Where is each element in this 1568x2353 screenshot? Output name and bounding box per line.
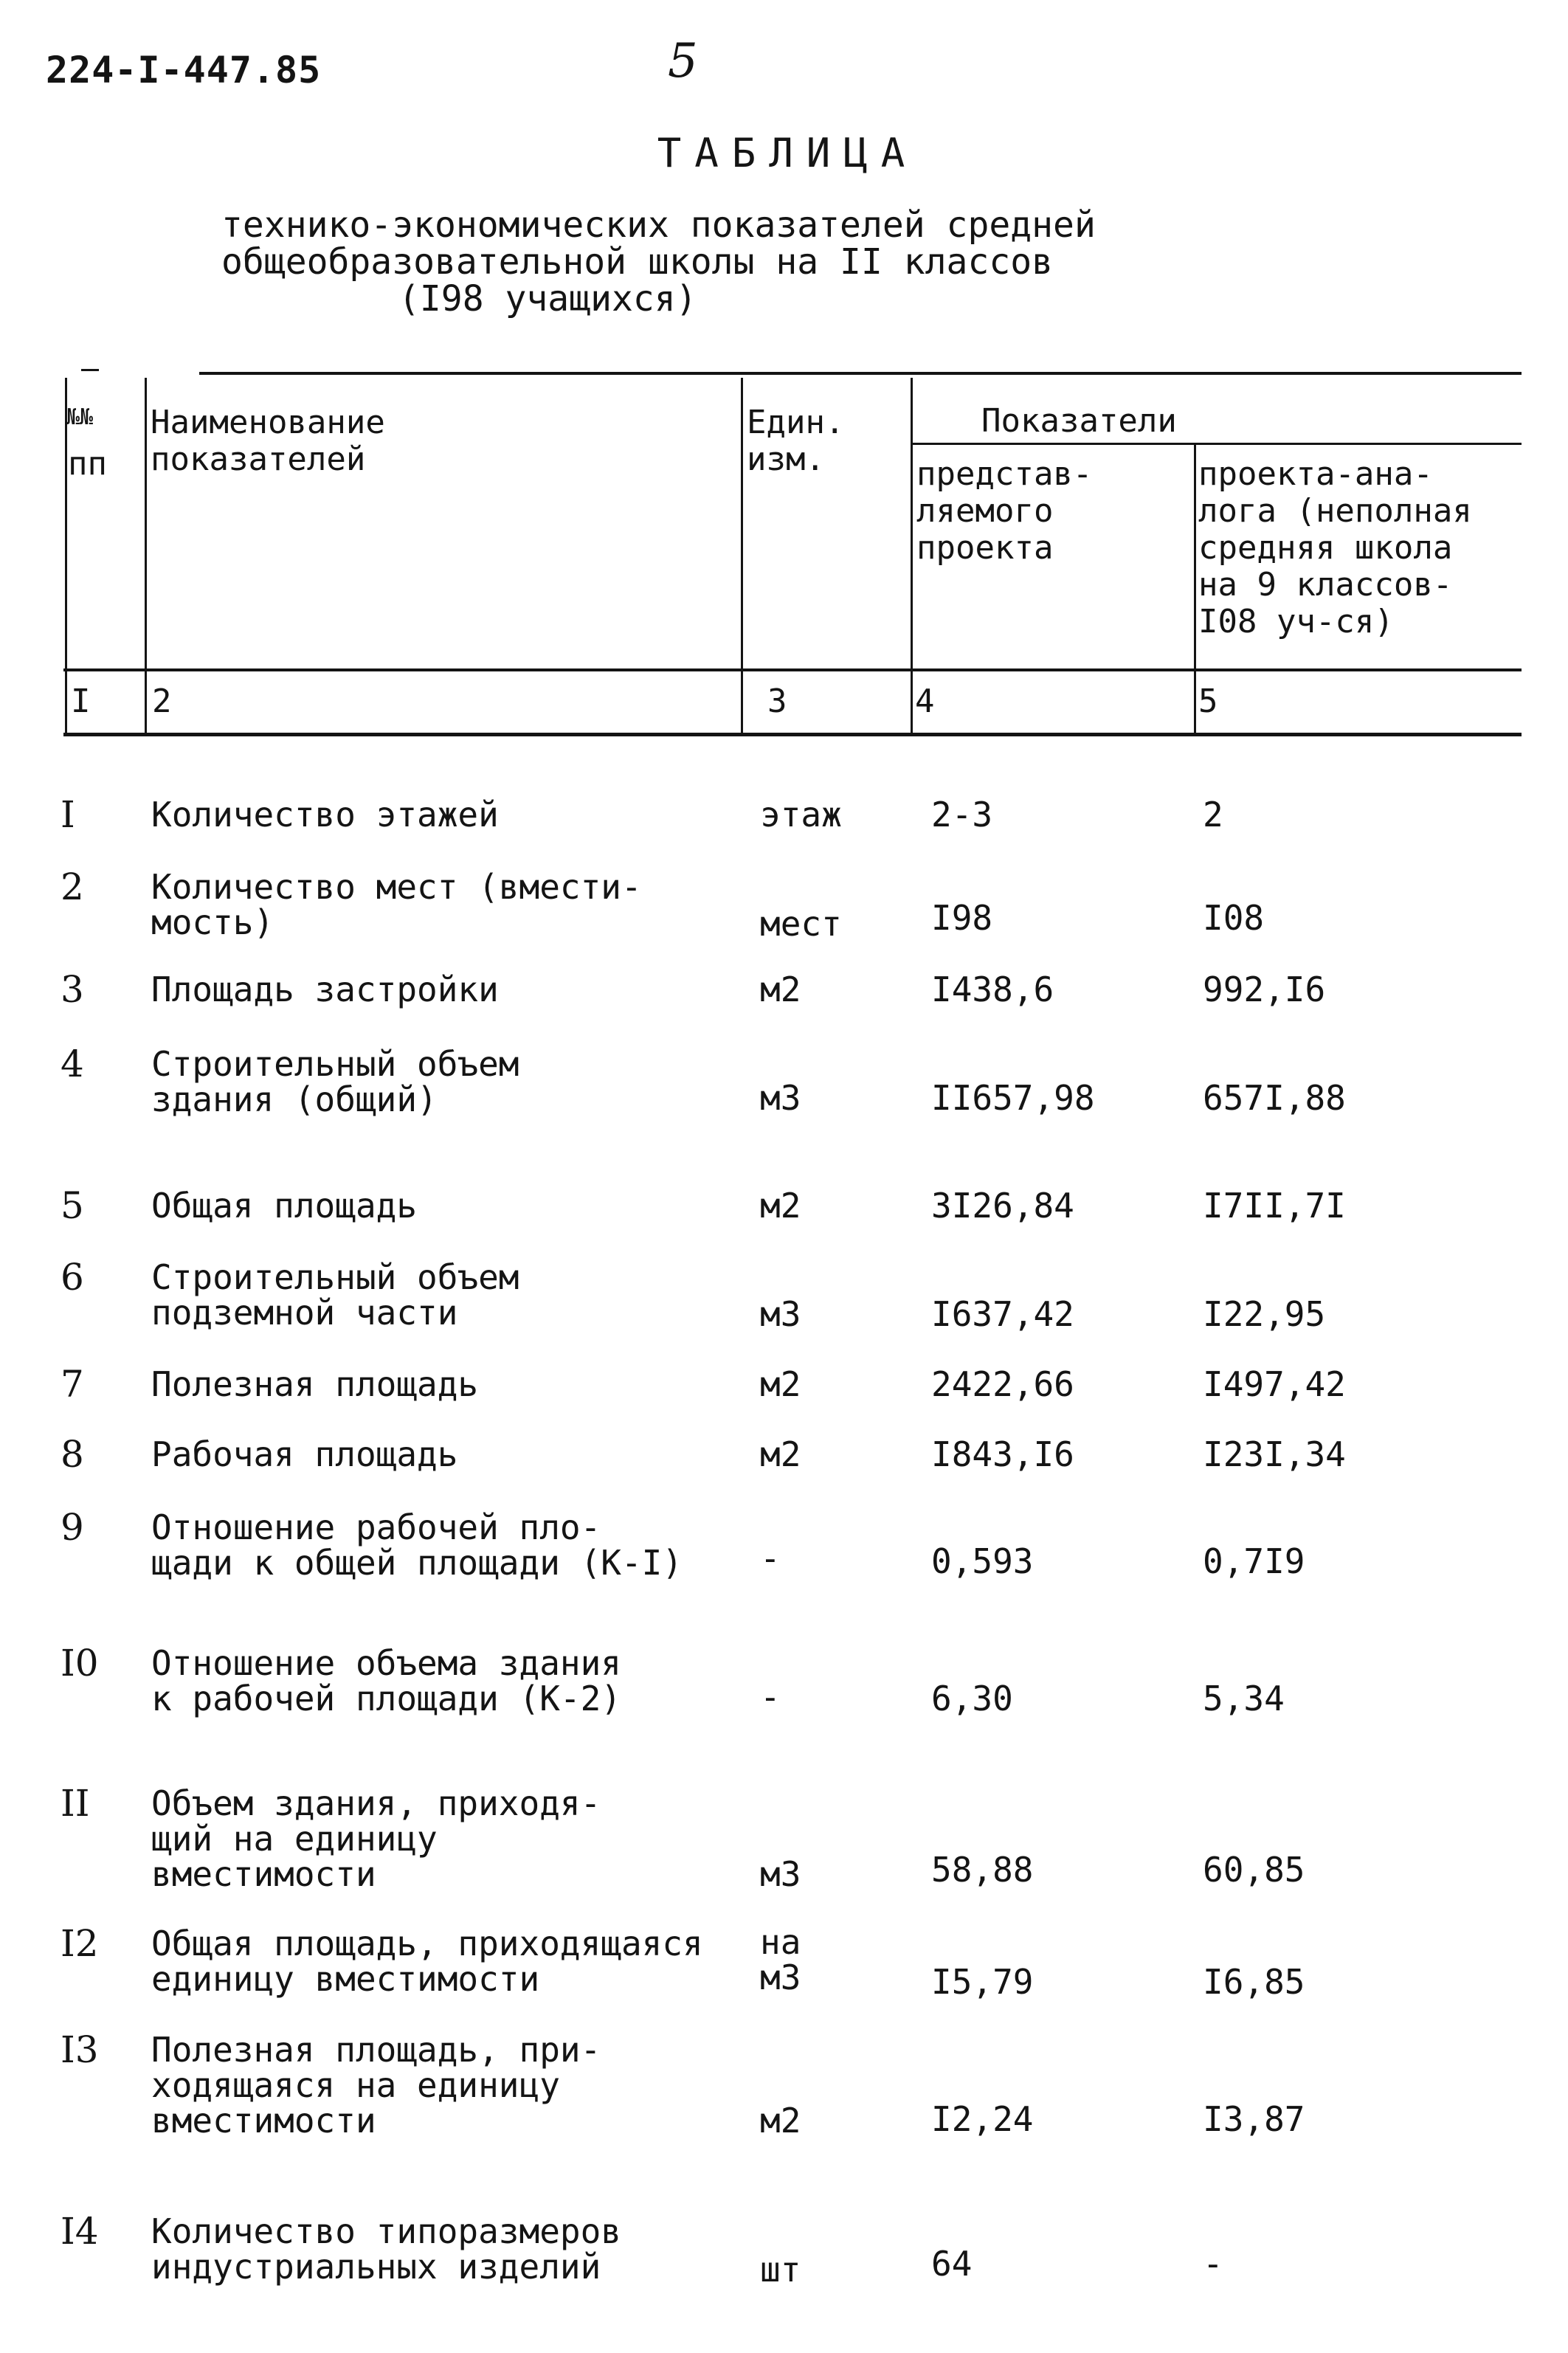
row-number: 7 [61,1363,84,1406]
row-value-project: 6,30 [931,1679,1013,1718]
row-value-analog: I7II,7I [1203,1186,1346,1226]
header-col4-line-1: представ- [916,455,1093,493]
header-col2-line-2: показателей [151,440,366,478]
row-unit: мест [760,904,842,944]
row-value-project: I637,42 [931,1294,1074,1334]
col-divider-1 [145,378,147,736]
row-value-project: I843,I6 [931,1434,1074,1474]
row-name-line: единицу вместимости [151,1959,540,1999]
row-name-line: подземной части [151,1293,458,1333]
row-name-line: Общая площадь, приходящаяся [151,1924,703,1963]
header-mid-rule [63,668,1522,671]
header-group-label: Показатели [981,402,1177,440]
header-col3-line-1: Един. [747,404,845,441]
row-name-line: Отношение рабочей пло- [151,1507,601,1547]
row-name-line: Объем здания, приходя- [151,1783,601,1823]
row-unit: м2 [760,1434,801,1474]
row-name-line: к рабочей площади (К-2) [151,1679,621,1718]
row-value-project: I98 [931,898,993,938]
row-value-analog: I23I,34 [1203,1434,1346,1474]
row-value-analog: I6,85 [1203,1962,1305,2002]
header-col3-line-2: изм. [747,440,825,478]
row-value-analog: 992,I6 [1203,970,1326,1009]
row-unit: м2 [760,2101,801,2140]
header-col4-line-3: проекта [916,529,1054,567]
row-number: I0 [61,1642,99,1685]
page-title: ТАБЛИЦА [657,130,919,176]
row-name-line: Полезная площадь, при- [151,2030,601,2070]
header-col5-line-3: средняя школа [1198,529,1453,567]
header-col4-line-2: ляемого [916,492,1054,530]
row-number: 4 [61,1043,84,1085]
header-col1-line-2: пп [68,445,107,483]
row-name-line: вместимости [151,2101,376,2140]
row-name-line: Отношение объема здания [151,1643,621,1683]
row-unit: шт [760,2250,801,2290]
row-unit: м2 [760,1364,801,1404]
row-number: I3 [61,2028,99,2071]
row-number: I [61,793,75,836]
row-name-line: вместимости [151,1854,376,1894]
row-number: II [61,1782,90,1825]
header-number-1: I [71,683,91,720]
subtitle-line-2: общеобразовательной школы на II классов [221,241,1054,283]
row-number: 3 [61,968,84,1011]
header-number-4: 4 [915,683,935,720]
row-number: I2 [61,1922,99,1965]
row-value-analog: 2 [1203,795,1223,835]
header-number-5: 5 [1198,683,1218,720]
header-rule-short [81,369,99,371]
row-unit: - [760,1677,781,1717]
row-name-line: Строительный объем [151,1257,519,1297]
row-name-line: Количество мест (вмести- [151,867,642,907]
row-value-analog: 5,34 [1203,1679,1285,1718]
row-name-line: Площадь застройки [151,970,499,1009]
row-name-line: Количество этажей [151,795,499,835]
row-name-line: щий на единицу [151,1819,438,1859]
row-number: 5 [61,1184,84,1227]
row-name-line: Строительный объем [151,1044,519,1084]
row-name-line: индустриальных изделий [151,2247,601,2287]
row-number: 8 [61,1433,84,1476]
header-bottom-rule [63,733,1522,736]
row-unit: м3 [760,1854,801,1894]
row-name-line: Общая площадь [151,1186,418,1226]
col-divider-4 [1194,444,1196,736]
row-value-analog: I22,95 [1203,1294,1326,1334]
row-value-analog: I497,42 [1203,1364,1346,1404]
header-col5-line-2: лога (неполная [1198,492,1472,530]
row-unit: этаж [760,795,842,835]
col-divider-0 [65,378,67,736]
row-value-analog: I3,87 [1203,2099,1305,2139]
row-value-project: I5,79 [931,1962,1034,2002]
document-code: 224-I-447.85 [46,49,322,91]
row-name-line: мость) [151,902,274,942]
row-number: I4 [61,2210,99,2253]
row-value-project: 64 [931,2244,973,2284]
header-group-rule [911,443,1522,445]
row-unit: - [760,1538,781,1578]
row-value-project: I438,6 [931,970,1054,1009]
subtitle-line-3: (I98 учащихся) [398,278,697,319]
row-value-project: 2-3 [931,795,993,835]
header-col2-line-1: Наименование [151,404,385,441]
row-value-project: I2,24 [931,2099,1034,2139]
row-number: 9 [61,1506,84,1549]
header-col1-line-1: №№ [66,404,94,430]
row-value-project: 58,88 [931,1850,1034,1890]
row-number: 2 [61,865,84,908]
header-top-rule [199,372,1522,375]
row-name-line: здания (общий) [151,1079,438,1119]
row-name-line: Полезная площадь [151,1364,479,1404]
row-unit: м2 [760,970,801,1009]
col-divider-2 [741,378,743,736]
row-unit: м3 [760,1294,801,1334]
row-unit: на м3 [760,1922,801,1997]
row-number: 6 [61,1256,84,1299]
row-value-analog: 0,7I9 [1203,1541,1305,1581]
row-value-analog: I08 [1203,898,1265,938]
row-value-project: 3I26,84 [931,1186,1074,1226]
page-number: 5 [668,34,698,89]
header-number-3: 3 [767,683,787,720]
row-name-line: щади к общей площади (К-I) [151,1543,683,1583]
header-col5-line-5: I08 уч-ся) [1198,603,1394,640]
row-unit: м2 [760,1186,801,1226]
row-name-line: ходящаяся на единицу [151,2065,560,2105]
row-value-project: 2422,66 [931,1364,1074,1404]
row-value-project: II657,98 [931,1078,1095,1118]
col-divider-3 [911,378,913,736]
row-unit: м3 [760,1078,801,1118]
row-name-line: Количество типоразмеров [151,2211,621,2251]
row-value-project: 0,593 [931,1541,1034,1581]
row-value-analog: 60,85 [1203,1850,1305,1890]
header-col5-line-1: проекта-ана- [1198,455,1433,493]
header-col5-line-4: на 9 классов- [1198,566,1453,604]
row-name-line: Рабочая площадь [151,1434,458,1474]
header-number-2: 2 [152,683,172,720]
subtitle-line-1: технико-экономических показателей средней [221,204,1096,246]
row-value-analog: 657I,88 [1203,1078,1346,1118]
row-value-analog: - [1203,2244,1223,2284]
